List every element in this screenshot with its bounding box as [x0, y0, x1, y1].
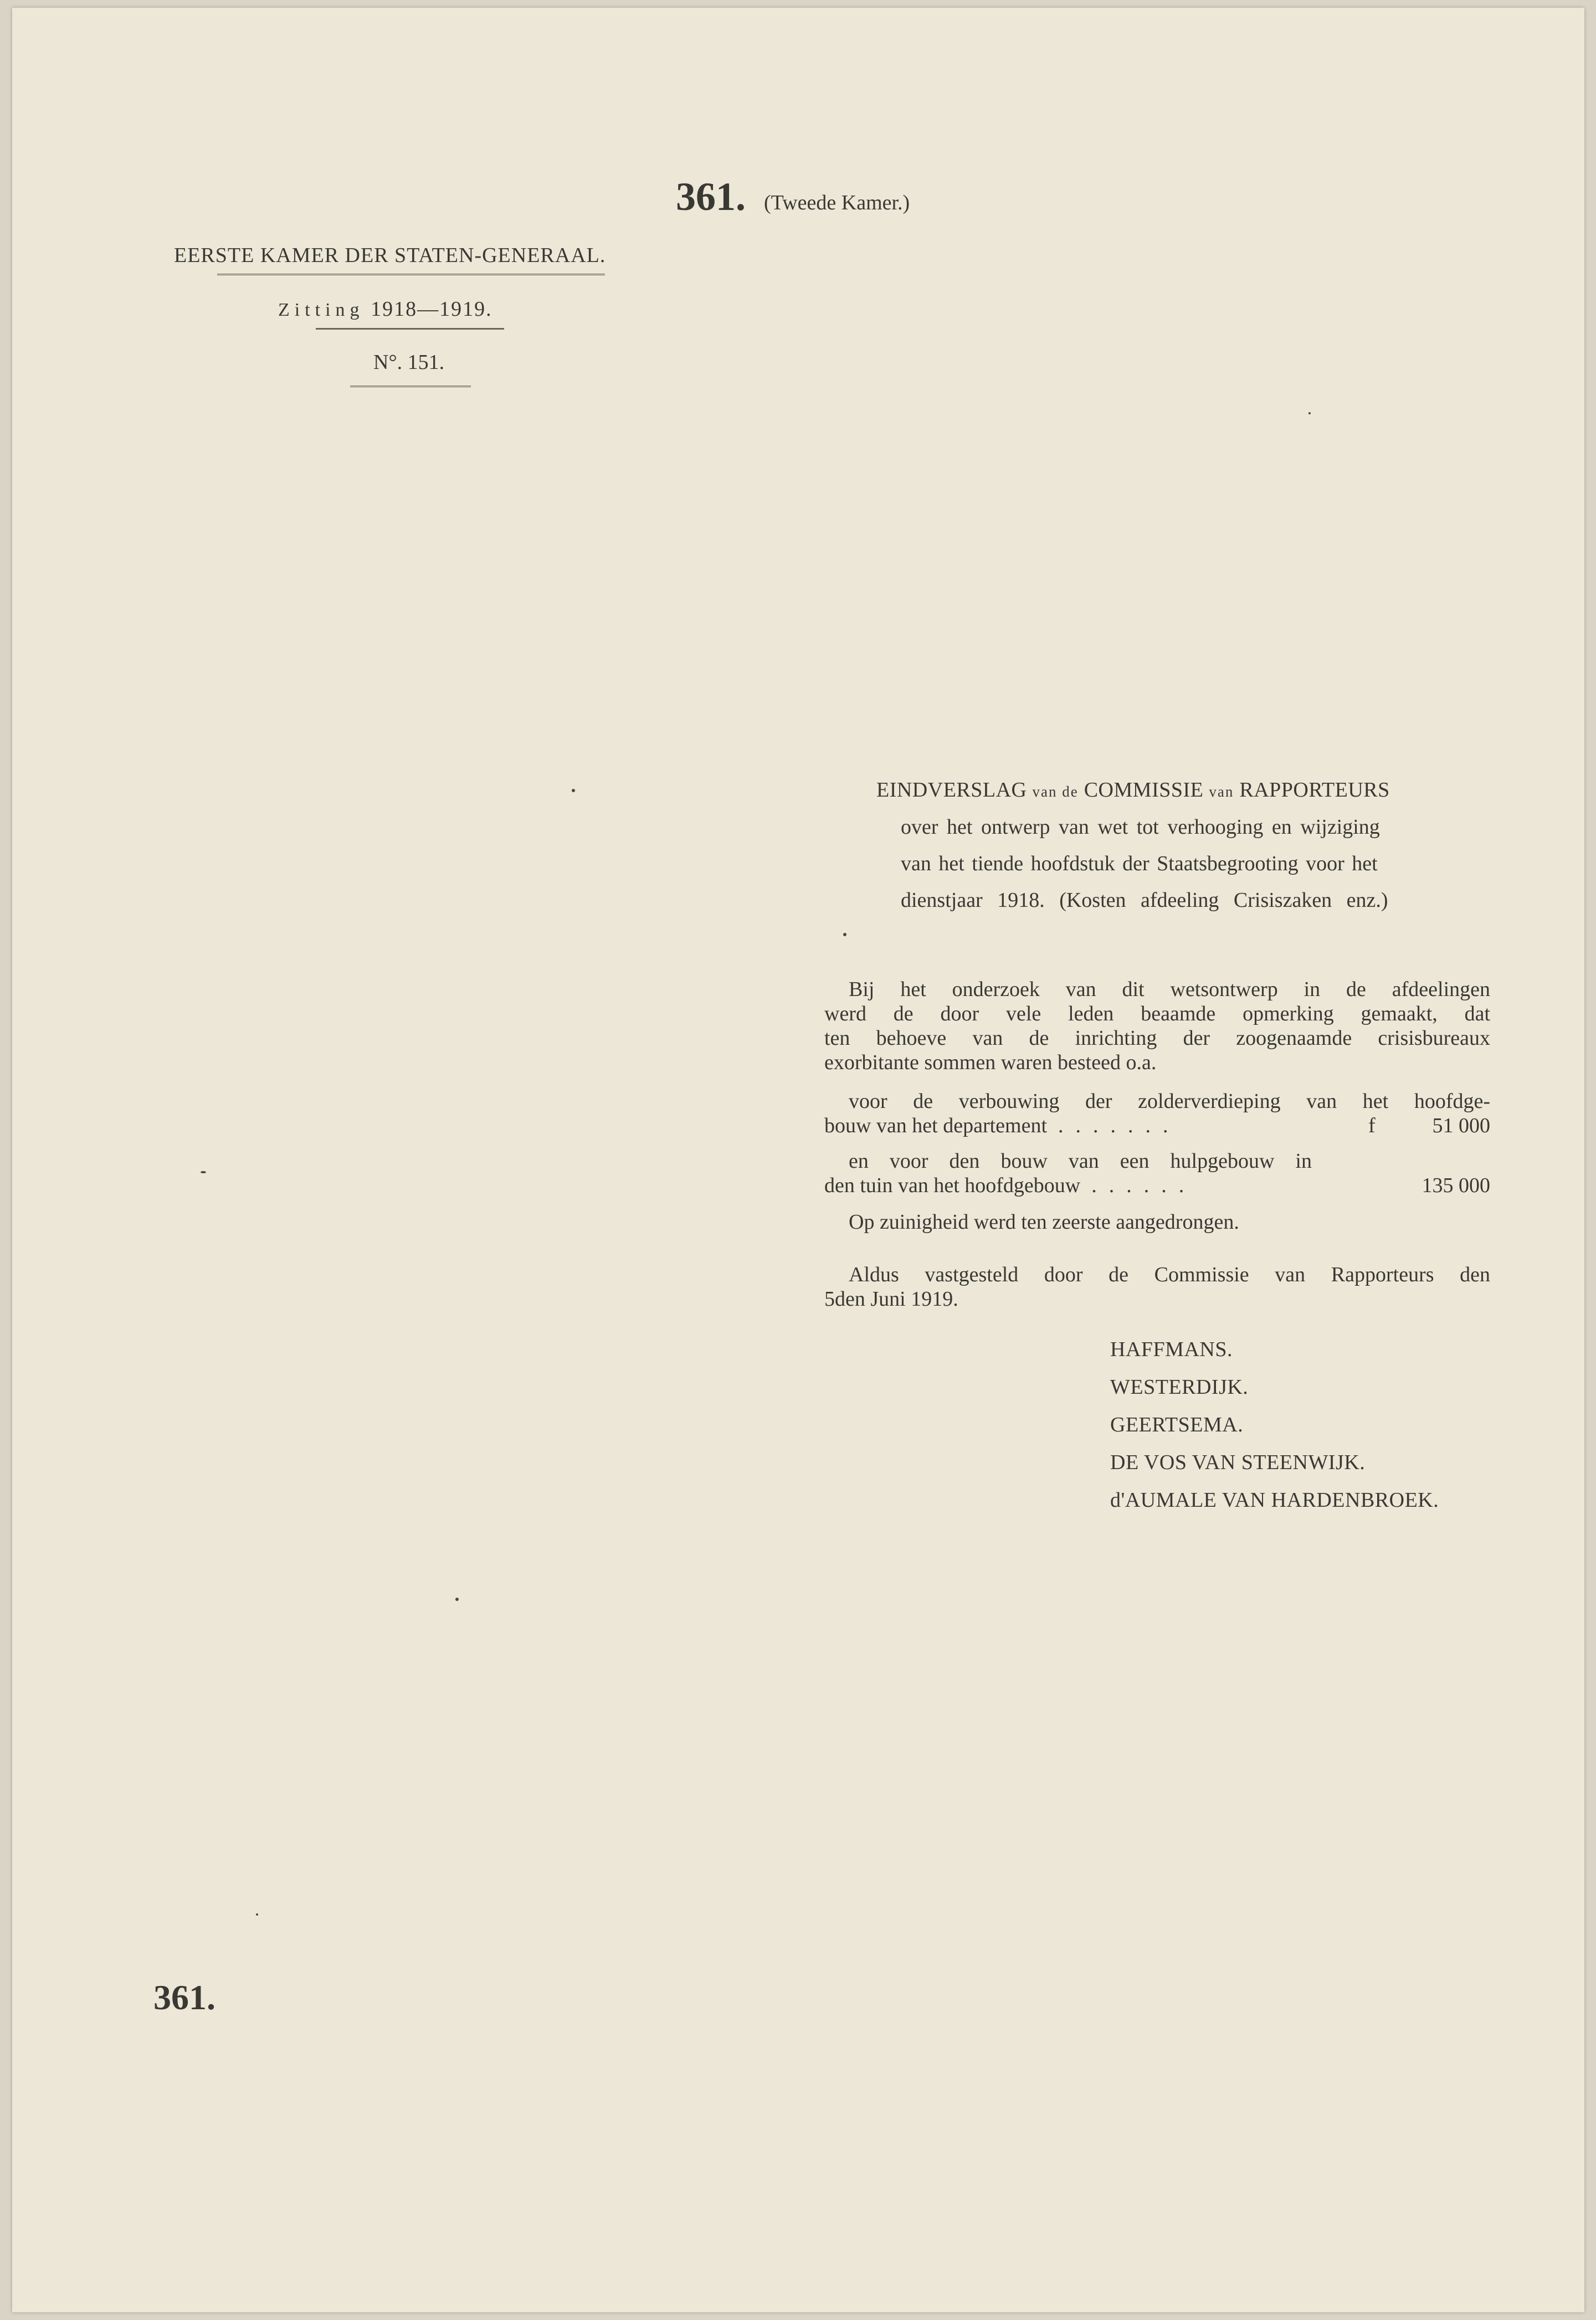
- report-title-part-3: COMMISSIE: [1084, 778, 1204, 802]
- double-rule-1: [217, 274, 605, 279]
- issue-number: N°. 151.: [373, 351, 445, 374]
- paper-speck: [256, 1913, 258, 1916]
- subject-line: over het ontwerp van wet tot verhooging en wijziging: [901, 815, 1380, 839]
- report-title: [876, 778, 1390, 802]
- signatory: d'AUMALE VAN HARDENBROEK.: [1110, 1489, 1439, 1512]
- session-word: Zitting: [278, 300, 365, 320]
- subject-line: van het tiende hoofdstuk der Staatsbegrooting voor het: [901, 852, 1378, 875]
- chamber-title: EERSTE KAMER DER STATEN-GENERAAL.: [174, 244, 606, 267]
- document-number-header: 361.: [676, 174, 746, 219]
- paragraph-3: [824, 1262, 1490, 1311]
- item-1-label: bouw van het departement: [824, 1114, 1048, 1137]
- paragraph-line: Bij het onderzoek van dit wetsontwerp in de afdeelingen: [849, 978, 1490, 1001]
- paragraph-line: Op zuinigheid werd ten zeerste aangedrongen.: [849, 1210, 1239, 1234]
- signatory: GEERTSEMA.: [1110, 1413, 1244, 1436]
- signatory: DE VOS VAN STEENWIJK.: [1110, 1451, 1366, 1474]
- report-title-part-4: van: [1209, 783, 1234, 800]
- report-title-part-1: EINDVERSLAG: [876, 778, 1027, 802]
- double-rule-2: [350, 386, 471, 391]
- paragraph-line: exorbitante sommen waren besteed o.a.: [824, 1051, 1157, 1074]
- single-rule: [316, 328, 504, 330]
- paragraph-2: [824, 1210, 1490, 1234]
- session-years: 1918—1919.: [371, 297, 492, 321]
- document-page: [12, 8, 1584, 2312]
- item-2-line-1: [824, 1149, 1312, 1173]
- signatory: WESTERDIJK.: [1110, 1375, 1249, 1399]
- currency-symbol: f: [1368, 1114, 1376, 1137]
- item-1-line-1: [824, 1089, 1490, 1113]
- item-2-text: en voor den bouw van een hulpgebouw in: [849, 1149, 1312, 1173]
- leader-dots: ......: [1091, 1174, 1197, 1197]
- item-1-text: voor de verbouwing der zolderverdieping van het hoofdge-: [849, 1090, 1490, 1113]
- item-2-amount: 135 000: [1421, 1174, 1490, 1197]
- report-title-part-2: van de: [1032, 783, 1079, 800]
- subject-line: dienstjaar 1918. (Kosten afdeeling Crisiszaken enz.): [901, 889, 1388, 912]
- paragraph-line: ten behoeve van de inrichting der zoogenaamde crisisbureaux: [824, 1026, 1490, 1050]
- paper-speck: [201, 1171, 206, 1173]
- chamber-note: (Tweede Kamer.): [764, 191, 910, 214]
- paper-speck: [843, 933, 846, 936]
- footer-document-number: 361.: [153, 1978, 215, 2017]
- paragraph-line: werd de door vele leden beaamde opmerking gemaakt, dat: [824, 1002, 1490, 1025]
- paragraph-line: Aldus vastgesteld door de Commissie van Rapporteurs den: [849, 1263, 1490, 1286]
- paragraph-line: 5den Juni 1919.: [824, 1287, 958, 1311]
- session-line: [278, 297, 492, 321]
- paragraph-1: [824, 977, 1490, 1075]
- report-title-part-5: RAPPORTEURS: [1239, 778, 1390, 802]
- paper-speck: [455, 1598, 459, 1601]
- item-2-label: den tuin van het hoofdgebouw: [824, 1174, 1081, 1197]
- paper-speck: [1308, 412, 1311, 414]
- item-1-amount: 51 000: [1432, 1114, 1490, 1137]
- item-2-amount-row: [824, 1173, 1490, 1198]
- leader-dots: .......: [1058, 1114, 1181, 1137]
- signatory: HAFFMANS.: [1110, 1338, 1233, 1361]
- item-1-amount-row: [824, 1113, 1490, 1138]
- paper-speck: [572, 789, 575, 792]
